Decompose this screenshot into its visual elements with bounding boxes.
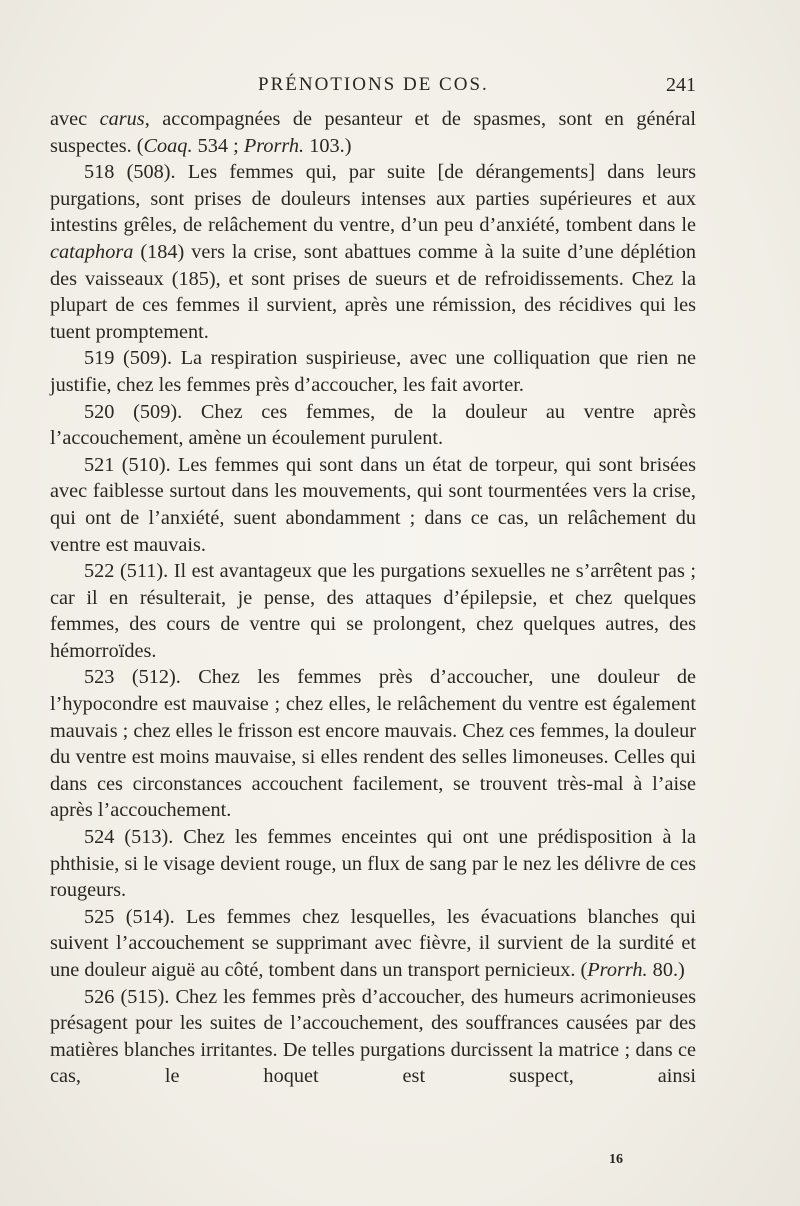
paragraph: avec carus, accompagnées de pesanteur et de spasmes, sont en général suspectes. (Coaq. 534 ; Prorrh. 103.) [50,108,697,157]
signature-mark: 16 [609,1152,623,1167]
paragraph: 525 (514). Les femmes chez lesquelles, les évacuations blanches qui suivent l’accouchement se supprimant avec fièvre, il survient de la surdité et une douleur aiguë au côté, tombent dans un transport pernicieux. (Prorrh. 80.) [50,905,696,981]
page-body [50,106,696,1090]
paragraph: 518 (508). Les femmes qui, par suite [de dérangements] dans leurs purgations, sont prises de douleurs intenses aux parties supérieures et aux intestins grêles, de relâchement du ventre, d’un peu d’anxiété, tombent dans le cataphora (184) vers la crise, sont abattues comme à la suite d’une déplétion des vaisseaux (185), et sont prises de sueurs et de refroidissements. Chez la plupart de ces femmes il survient, après une rémission, des récidives qui les tuent promptement. [50,161,696,343]
page-number: 241 [666,74,696,96]
paragraph: 522 (511). Il est avantageux que les purgations sexuelles ne s’arrêtent pas ; car il en résulterait, je pense, des attaques d’épilepsie, et chez quelques femmes, des cours de ventre qui se prolongent, chez quelques autres, des hémorroïdes. [50,560,696,662]
page-header [50,74,696,104]
paragraph: 526 (515). Chez les femmes près d’accoucher, des humeurs acrimonieuses présagent pour les suites de l’accouchement, des souffrances causées par des matières blanches irritantes. De telles purgations durcissent la matrice ; dans ce cas, le hoquet est suspect, ainsi [50,985,696,1088]
paragraph: 524 (513). Chez les femmes enceintes qui ont une prédisposition à la phthisie, si le visage devient rouge, un flux de sang par le nez les délivre de ces rougeurs. [50,826,696,902]
paragraph: 521 (510). Les femmes qui sont dans un état de torpeur, qui sont brisées avec faiblesse surtout dans les mouvements, qui sont tourmentées vers la crise, qui ont de l’anxiété, suent abondamment ; dans ce cas, un relâchement du ventre est mauvais. [50,453,696,556]
paragraph: 519 (509). La respiration suspirieuse, avec une colliquation que rien ne justifie, chez les femmes près d’accoucher, les fait avorter. [50,347,696,396]
running-title: PRÉNOTIONS DE COS. [258,74,489,95]
paragraph: 520 (509). Chez ces femmes, de la douleur au ventre après l’accouchement, amène un écoulement purulent. [50,400,696,450]
paragraph: 523 (512). Chez les femmes près d’accoucher, une douleur de l’hypocondre est mauvaise ; chez elles, le relâchement du ventre est également mauvais ; chez elles le frisson est encore mauvais. Chez ces femmes, la douleur du ventre est moins mauvaise, si elles rendent des selles limoneuses. Celles qui dans ces circonstances accouchent facilement, se trouvent très-mal à l’aise après l’accouchement. [50,666,696,822]
